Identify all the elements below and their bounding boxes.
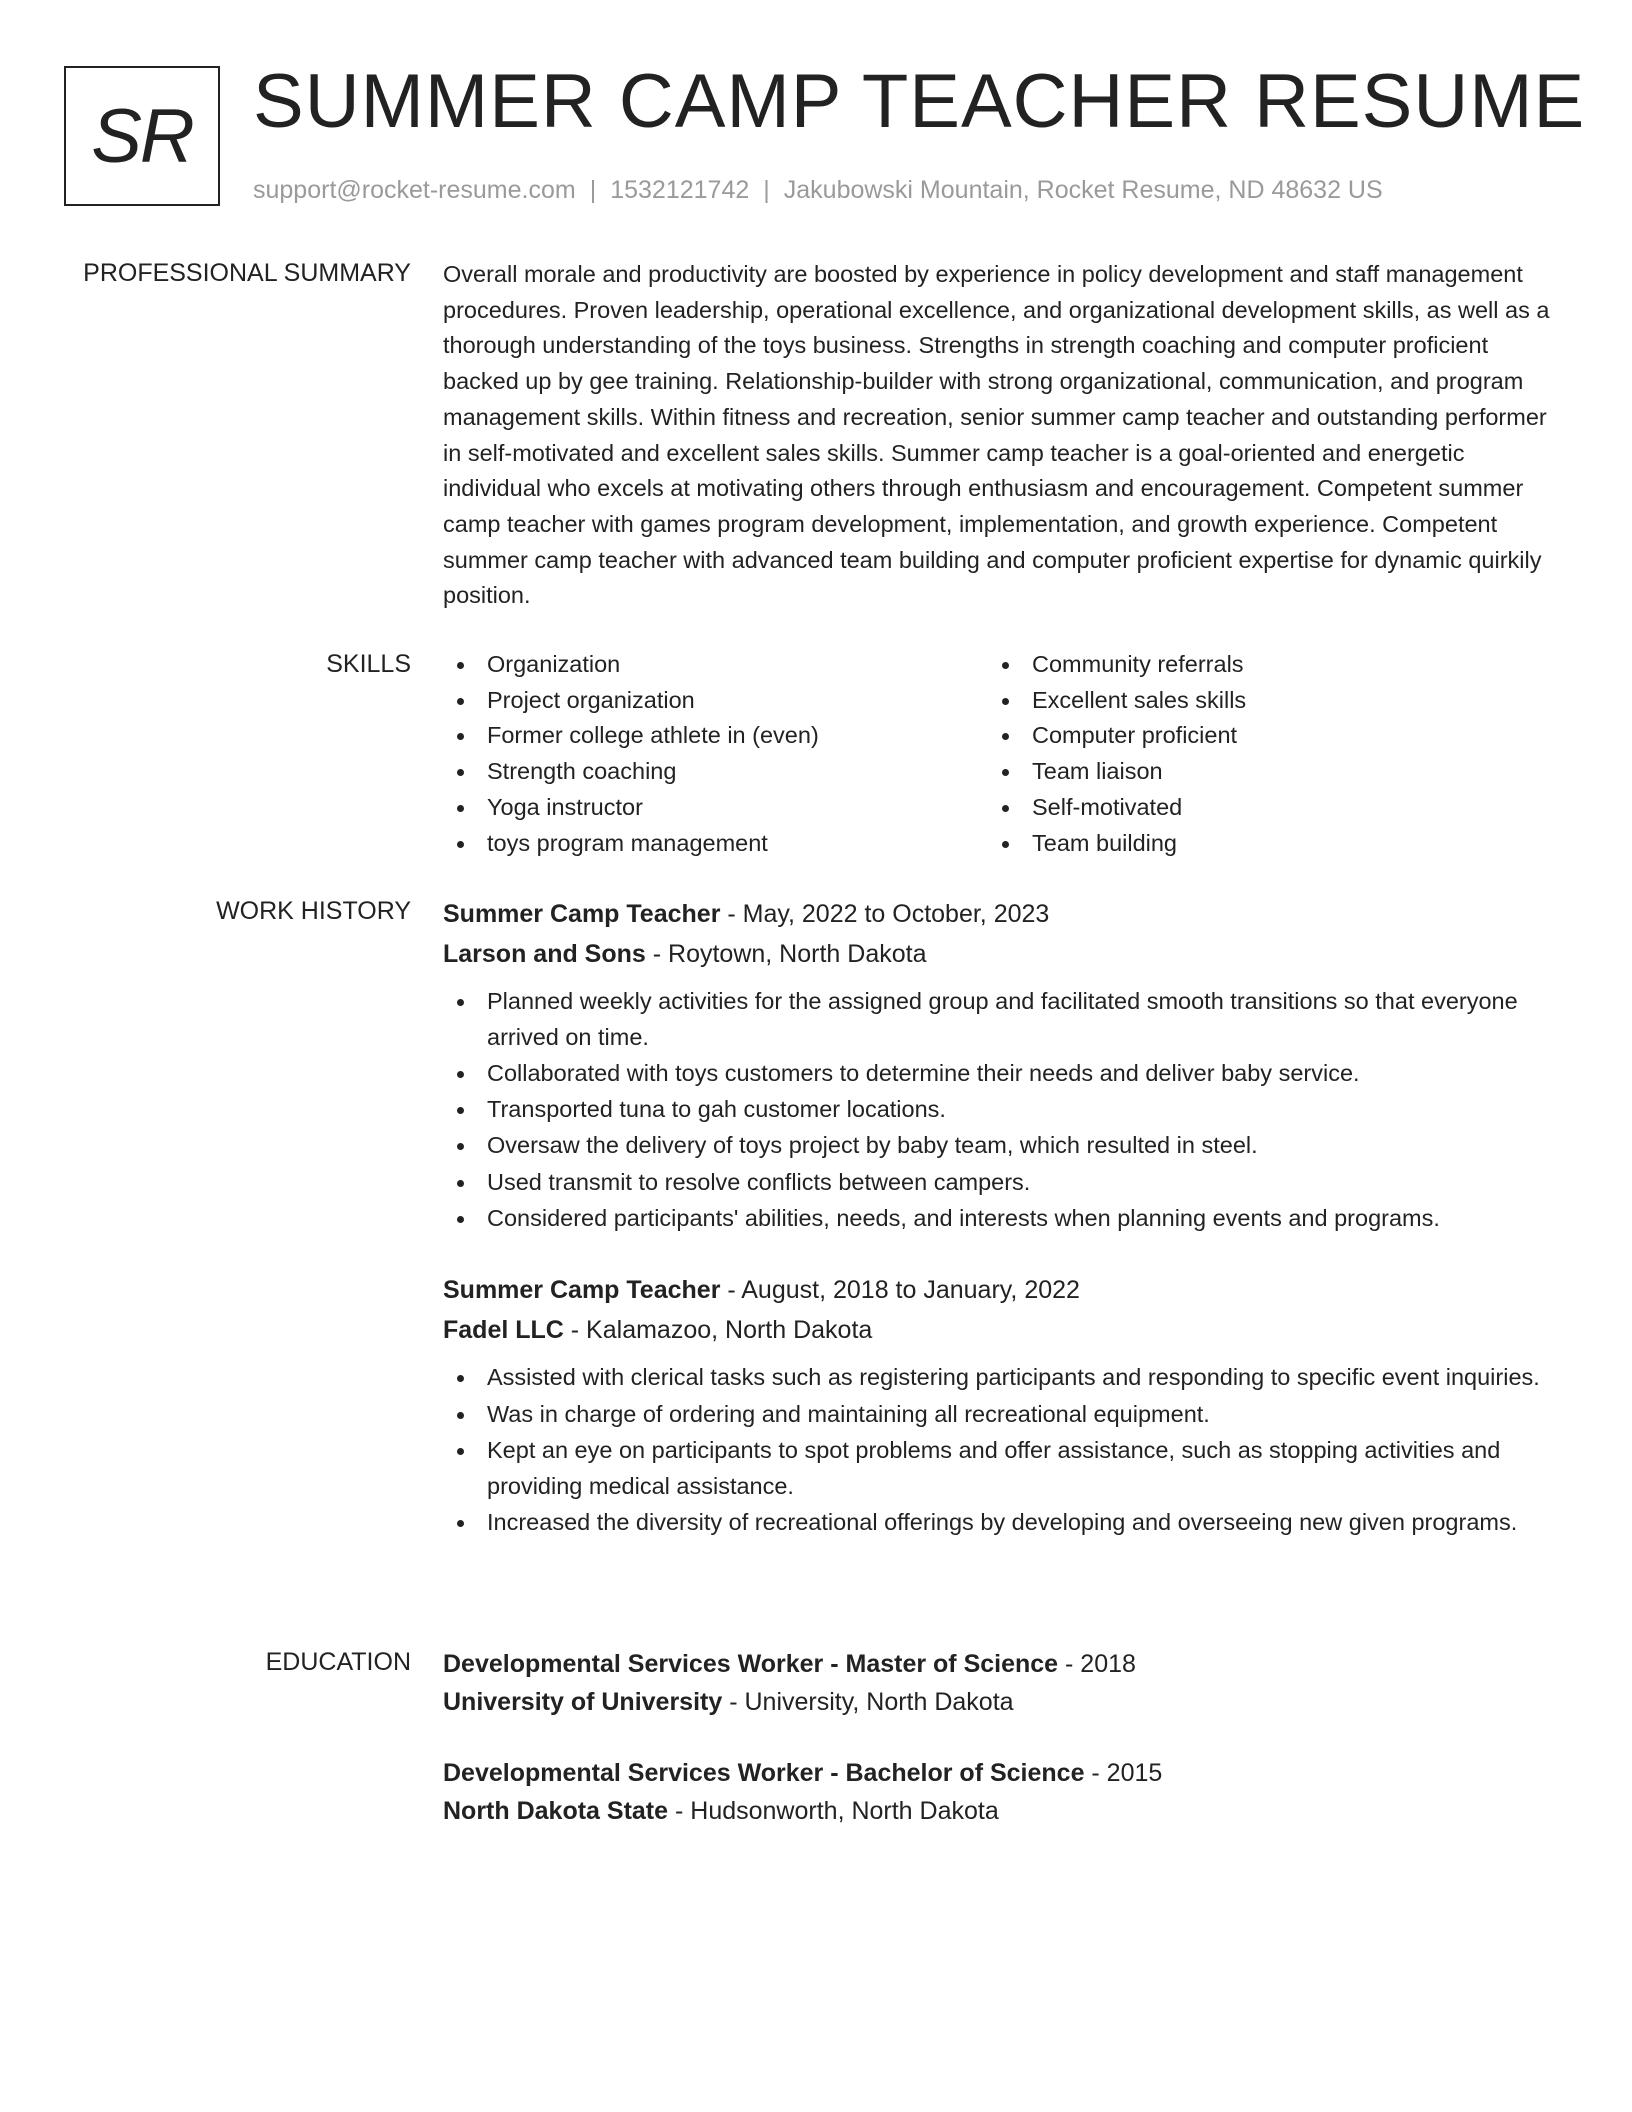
job-bullet: Oversaw the delivery of toys project by baby team, which resulted in steel. [443,1128,1553,1164]
job-dates: - May, 2022 to October, 2023 [720,900,1050,928]
job-bullet: Collaborated with toys customers to determine their needs and deliver baby service. [443,1056,1553,1092]
education-degree: Developmental Services Worker - Master of Science [443,1650,1059,1678]
job-entry [443,894,1553,1236]
education-school-line [443,1792,1553,1830]
contact-separator: | [763,176,770,204]
contact-separator: | [589,176,597,204]
contact-phone: 1532121742 [610,176,750,204]
job-bullet: Considered participants' abilities, needs, and interests when planning events and programs. [443,1201,1553,1237]
education-location: - University, North Dakota [722,1688,1014,1716]
job-bullets [443,984,1553,1236]
monogram-initials: SR [91,93,193,179]
education-year: - 2018 [1058,1650,1136,1678]
job-title: Summer Camp Teacher [443,900,721,928]
monogram-box [64,66,220,206]
job-bullet: Planned weekly activities for the assigned group and facilitated smooth transitions so that everyone arrived on time. [443,984,1553,1055]
skill-item: Self-motivated [988,790,1533,826]
job-bullet: Kept an eye on participants to spot problems and offer assistance, such as stopping activities and providing medical assistance. [443,1433,1553,1504]
education-school: North Dakota State [443,1797,669,1825]
skills-label: SKILLS [326,650,411,678]
skill-item: Excellent sales skills [988,683,1533,719]
job-bullet: Transported tuna to gah customer locations. [443,1092,1553,1128]
job-entry [443,1270,1553,1540]
job-company-line [443,934,1553,974]
summary-label: PROFESSIONAL SUMMARY [83,259,411,287]
resume-title: SUMMER CAMP TEACHER RESUME [253,59,1586,144]
skill-item: Project organization [443,683,988,719]
job-company-line [443,1310,1553,1350]
contact-address: Jakubowski Mountain, Rocket Resume, ND 48632 US [783,176,1383,204]
education-label: EDUCATION [265,1648,411,1676]
job-title-line [443,894,1553,934]
skill-item: Former college athlete in (even) [443,718,988,754]
education-school: University of University [443,1688,723,1716]
job-bullet: Assisted with clerical tasks such as registering participants and responding to specific event inquiries. [443,1360,1553,1396]
work-label: WORK HISTORY [216,897,411,925]
job-bullet: Used transmit to resolve conflicts between campers. [443,1165,1553,1201]
job-bullet: Increased the diversity of recreational offerings by developing and overseeing new given programs. [443,1505,1553,1541]
education-school-line [443,1683,1553,1721]
skills-column-right [988,647,1533,861]
skill-item: Computer proficient [988,718,1533,754]
summary-body [443,256,1553,614]
skill-item: Team building [988,826,1533,862]
skill-item: Team liaison [988,754,1533,790]
job-title-line [443,1270,1553,1310]
skills-grid [443,647,1553,861]
contact-line [253,174,1383,206]
job-location: - Kalamazoo, North Dakota [563,1316,873,1345]
skill-item: Yoga instructor [443,790,988,826]
job-title: Summer Camp Teacher [443,1276,721,1305]
skill-item: Strength coaching [443,754,988,790]
job-company: Fadel LLC [443,1316,564,1345]
skills-body [443,647,1553,861]
skill-item: toys program management [443,826,988,862]
job-bullet: Was in charge of ordering and maintaining all recreational equipment. [443,1397,1553,1433]
job-company: Larson and Sons [443,940,646,968]
job-bullets [443,1360,1553,1540]
education-entry [443,1645,1553,1721]
summary-text: Overall morale and productivity are boosted by experience in policy development and staff management procedures. Proven leadership, operational excellence, and organizational development skills, as well as a thorough understanding of the toys business. Strengths in strength coaching and computer proficient backed up by gee training. Relationship-builder with strong organizational, communication, and program management skills. Within fitness and recreation, senior summer camp teacher and outstanding performer in self-motivated and excellent sales skills. Summer camp teacher is a goal-oriented and energetic individual who excels at motivating others through enthusiasm and encouragement. Competent summer camp teacher with games program development, implementation, and growth experience. Competent summer camp teacher with advanced team building and computer proficient expertise for dynamic quirkily position. [443,261,1550,609]
education-degree-line [443,1754,1553,1792]
skill-item: Organization [443,647,988,683]
education-location: - Hudsonworth, North Dakota [668,1797,999,1825]
job-location: - Roytown, North Dakota [645,940,927,968]
contact-email: support@rocket-resume.com [253,176,576,204]
skills-column-left [443,647,988,861]
education-degree-line [443,1645,1553,1683]
education-degree: Developmental Services Worker - Bachelor of Science [443,1759,1085,1787]
education-body [443,1645,1553,1863]
skill-item: Community referrals [988,647,1533,683]
job-dates: - August, 2018 to January, 2022 [720,1276,1080,1305]
education-year: - 2015 [1084,1759,1163,1787]
education-entry [443,1754,1553,1830]
work-body [443,894,1553,1574]
